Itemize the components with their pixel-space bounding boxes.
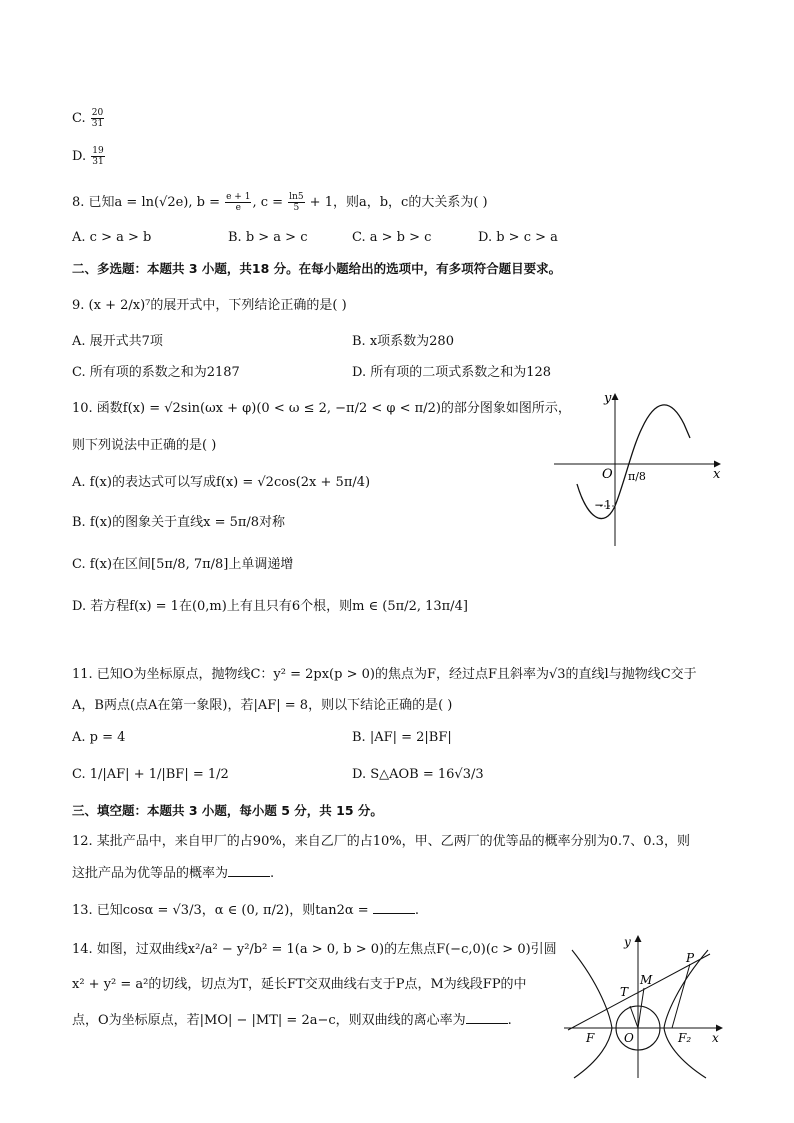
q7-option-d — [72, 146, 106, 167]
q8-stem-part: 8. 已知a = ln(√2e), b = — [72, 195, 225, 210]
q9-option-d: D. 所有项的二项式系数之和为128 — [352, 365, 552, 380]
x-axis-label: x — [712, 1031, 719, 1045]
q8-stem-part: + 1，则a，b，c的大关系为( ) — [305, 195, 488, 210]
q10-stem-line2: 则下列说法中正确的是( ) — [72, 438, 217, 453]
q9-stem: 9. (x + 2/x)⁷的展开式中，下列结论正确的是( ) — [72, 298, 347, 313]
q14-stem-line1: 14. 如图，过双曲线x²/a² − y²/b² = 1(a > 0, b > 0)的左焦点F(−c,0)(c > 0)引圆 — [72, 942, 557, 957]
section-heading-fill-blank: 三、填空题：本题共 3 小题，每小题 5 分，共 15 分。 — [72, 803, 383, 818]
point-t-label: T — [620, 985, 629, 999]
answer-blank[interactable] — [373, 901, 415, 914]
q7-option-c — [72, 108, 105, 129]
q10-option-a: A. f(x)的表达式可以写成f(x) = √2cos(2x + 5π/4) — [72, 475, 371, 490]
q9-option-b: B. x项系数为280 — [352, 334, 454, 349]
q8-stem-part: , c = — [252, 195, 288, 210]
y-axis-label: y — [604, 391, 612, 406]
answer-blank[interactable] — [228, 864, 270, 877]
x-axis-label: x — [713, 467, 721, 482]
fraction-c — [288, 192, 304, 213]
q9-option-a: A. 展开式共7项 — [72, 334, 163, 349]
numerator: ln5 — [289, 192, 304, 202]
origin-label: O — [602, 467, 613, 482]
q14-text: 点，O为坐标原点，若|MO| − |MT| = 2a−c，则双曲线的离心率为 — [72, 1013, 466, 1028]
q8-option-d: D. b > c > a — [478, 230, 558, 245]
origin-label: O — [624, 1031, 634, 1045]
point-f2-label: F₂ — [678, 1031, 692, 1045]
q12-stem-line1: 12. 某批产品中，来自甲厂的占90%，来自乙厂的占10%，甲、乙两厂的优等品的概率分别为0.7、0.3，则 — [72, 834, 690, 849]
numerator: e + 1 — [226, 192, 251, 202]
q11-option-b: B. |AF| = 2|BF| — [352, 730, 452, 745]
fraction — [91, 108, 104, 129]
denominator: e — [235, 203, 241, 213]
fraction — [91, 146, 104, 167]
q10-stem-line1: 10. 函数f(x) = √2sin(ωx + φ)(0 < ω ≤ 2, −π/2 < φ < π/2)的部分图象如图所示， — [72, 401, 571, 416]
q11-option-c: C. 1/|AF| + 1/|BF| = 1/2 — [72, 767, 229, 782]
denominator: 31 — [92, 157, 104, 167]
q14-stem-line3: 点，O为坐标原点，若|MO| − |MT| = 2a−c，则双曲线的离心率为 . — [72, 1013, 512, 1028]
q11-stem-line1: 11. 已知O为坐标原点，抛物线C：y² = 2px(p > 0)的焦点为F，经过点F且斜率为√3的直线l与抛物线C交于 — [72, 667, 697, 682]
segment-om — [638, 988, 644, 1028]
q12-text: 这批产品为优等品的概率为 — [72, 866, 229, 881]
q13-stem: 13. 已知cosα = √3/3，α ∈ (0, π/2)，则tan2α = . — [72, 903, 419, 918]
option-label: D. — [72, 149, 91, 164]
q8-option-a: A. c > a > b — [72, 230, 152, 245]
numerator: 20 — [91, 108, 104, 118]
section-heading-multi-choice: 二、多选题：本题共 3 小题，共18 分。在每小题给出的选项中，有多项符合题目要求。 — [72, 261, 562, 276]
q8-option-c: C. a > b > c — [352, 230, 432, 245]
option-label: C. — [72, 111, 90, 126]
q12-stem-line2: 这批产品为优等品的概率为 . — [72, 866, 275, 881]
q14-hyperbola-graph — [560, 930, 730, 1080]
q11-stem-line2: A，B两点(点A在第一象限)，若|AF| = 8，则以下结论正确的是( ) — [72, 698, 453, 713]
q9-option-c: C. 所有项的系数之和为2187 — [72, 365, 240, 380]
q10-sine-graph — [552, 388, 727, 548]
denominator: 31 — [91, 119, 104, 129]
segment-pf2 — [672, 964, 690, 1028]
hyperbola-right-branch — [664, 950, 708, 1078]
q13-text: 13. 已知cosα = √3/3，α ∈ (0, π/2)，则tan2α = — [72, 903, 373, 918]
tick-pi-over-8: π/8 — [628, 470, 646, 483]
point-m-label: M — [640, 973, 653, 987]
q11-option-a: A. p = 4 — [72, 730, 126, 745]
tick-minus-one: −1 — [594, 498, 612, 512]
q8-stem — [72, 192, 488, 213]
q14-stem-line2: x² + y² = a²的切线，切点为T，延长FT交双曲线右支于P点，M为线段FP的中 — [72, 977, 527, 992]
q11-option-d: D. S△AOB = 16√3/3 — [352, 767, 484, 782]
point-p-label: P — [686, 951, 695, 965]
denominator: 5 — [293, 203, 300, 213]
hyperbola-left-branch — [572, 950, 612, 1078]
y-axis-label: y — [624, 935, 631, 949]
fraction-b — [225, 192, 251, 213]
q10-option-d: D. 若方程f(x) = 1在(0,m)上有且只有6个根，则m ∈ (5π/2, 13π/4] — [72, 599, 468, 614]
segment-ot — [630, 1006, 638, 1028]
numerator: 19 — [92, 146, 104, 156]
q10-option-c: C. f(x)在区间[5π/8, 7π/8]上单调递增 — [72, 557, 294, 572]
q10-option-b: B. f(x)的图象关于直线x = 5π/8对称 — [72, 515, 286, 530]
point-f-label: F — [586, 1031, 595, 1045]
answer-blank[interactable] — [466, 1011, 508, 1024]
q8-option-b: B. b > a > c — [228, 230, 308, 245]
